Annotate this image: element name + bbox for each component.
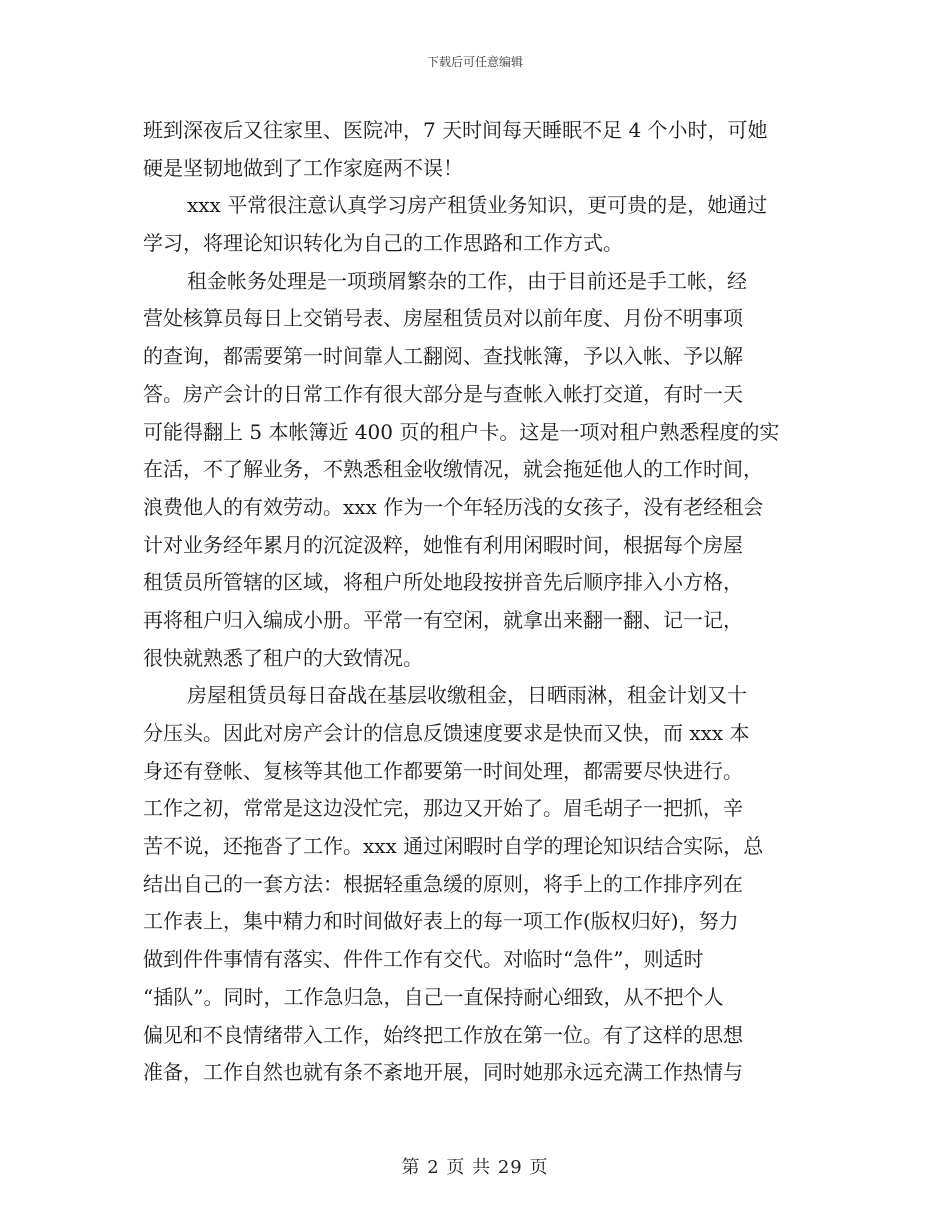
text-line: 工作之初，常常是这边没忙完，那边又开始了。眉毛胡子一把抓，辛	[143, 796, 743, 821]
text-line: 准备，工作自然也就有条不紊地开展，同时她那永远充满工作热情与	[143, 1060, 743, 1085]
text-line: 房屋租赁员每日奋战在基层收缴租金，日晒雨淋，租金计划又十	[187, 683, 747, 708]
document-body	[143, 112, 813, 1092]
text-line: 身还有登帐、复核等其他工作都要第一时间处理，都需要尽快进行。	[143, 758, 743, 783]
page-header: 下载后可任意编辑	[426, 55, 523, 69]
text-line: 苦不说，还拖沓了工作。xxx 通过闲暇时自学的理论知识结合实际，总	[143, 834, 764, 859]
text-line: 结出自己的一套方法：根据轻重急缓的原则，将手上的工作排序列在	[143, 871, 743, 896]
page-footer: 第 2 页 共 29 页	[401, 1157, 549, 1178]
text-line: 做到件件事情有落实、件件工作有交代。对临时“急件”，则适时	[143, 947, 704, 972]
text-line: 计对业务经年累月的沉淀汲粹，她惟有利用闲暇时间，根据每个房屋	[143, 532, 743, 557]
text-line: 再将租户归入编成小册。平常一有空闲，就拿出来翻一翻、记一记，	[143, 607, 743, 632]
text-line: 偏见和不良情绪带入工作，始终把工作放在第一位。有了这样的思想	[143, 1022, 743, 1047]
text-line: 的查询，都需要第一时间靠人工翻阅、查找帐簿，予以入帐、予以解	[143, 344, 743, 369]
text-line: 班到深夜后又往家里、医院冲，7 天时间每天睡眠不足 4 个小时，可她	[143, 118, 768, 142]
text-line: 在活，不了解业务，不熟悉租金收缴情况，就会拖延他人的工作时间，	[143, 457, 763, 482]
text-line: 租赁员所管辖的区域，将租户所处地段按拼音先后顺序排入小方格，	[143, 570, 743, 595]
text-line: 学习，将理论知识转化为自己的工作思路和工作方式。	[143, 231, 623, 256]
text-line: 答。房产会计的日常工作有很大部分是与查帐入帐打交道，有时一天	[143, 381, 743, 406]
text-line: 很快就熟悉了租户的大致情况。	[143, 645, 423, 670]
text-line: 硬是坚韧地做到了工作家庭两不误！	[143, 155, 463, 180]
text-line: 可能得翻上 5 本帐簿近 400 页的租户卡。这是一项对租户熟悉程度的实	[143, 419, 780, 444]
text-line: 浪费他人的有效劳动。xxx 作为一个年轻历浅的女孩子，没有老经租会	[143, 494, 764, 519]
text-line: 租金帐务处理是一项琐屑繁杂的工作，由于目前还是手工帐，经	[187, 268, 747, 293]
text-line: xxx 平常很注意认真学习房产租赁业务知识，更可贵的是，她通过	[187, 193, 768, 218]
text-line: “插队”。同时，工作急归急，自己一直保持耐心细致，从不把个人	[143, 984, 724, 1009]
text-line: 分压头。因此对房产会计的信息反馈速度要求是快而又快，而 xxx 本	[143, 721, 750, 745]
text-line: 工作表上，集中精力和时间做好表上的每一项工作(版权归好)，努力	[143, 909, 739, 934]
text-line: 营处核算员每日上交销号表、房屋租赁员对以前年度、月份不明事项	[143, 306, 743, 331]
